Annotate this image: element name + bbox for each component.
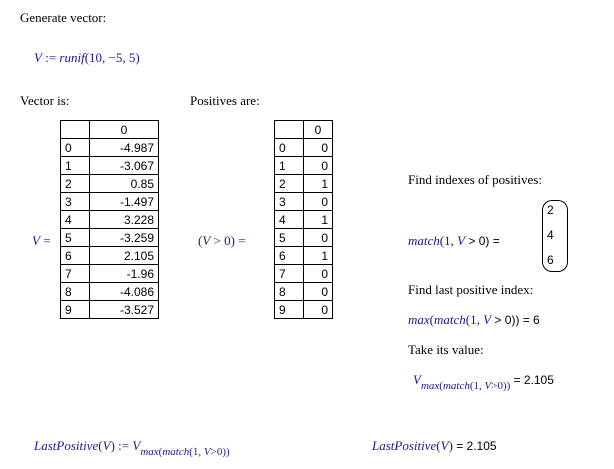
match-expression[interactable]: match(1, V > 0) = xyxy=(408,233,500,248)
matrix-row-index: 9 xyxy=(61,301,90,319)
matrix-column-header: 0 xyxy=(90,121,159,139)
matrix-cell-value[interactable]: 1 xyxy=(304,247,333,265)
matrix-row-index: 1 xyxy=(61,157,90,175)
matrix-cell-value[interactable]: 3.228 xyxy=(90,211,159,229)
matrix-corner xyxy=(275,121,304,139)
matrix-row-index: 6 xyxy=(275,247,304,265)
matrix-row-index: 9 xyxy=(275,301,304,319)
matrix-cell-value[interactable]: 1 xyxy=(304,175,333,193)
match-result-1: 4 xyxy=(547,228,554,242)
matrix-cell-value[interactable]: 2.105 xyxy=(90,247,159,265)
matrix-cell-value[interactable]: 0 xyxy=(304,301,333,319)
matrix-row-index: 5 xyxy=(61,229,90,247)
matrix-row xyxy=(61,247,159,265)
matrix-header-row xyxy=(275,121,333,139)
matrix-row-index: 2 xyxy=(61,175,90,193)
vector-matrix-prefix: V = xyxy=(32,233,51,248)
matrix-corner xyxy=(61,121,90,139)
matrix-cell-value[interactable]: -3.527 xyxy=(90,301,159,319)
matrix-row-index: 0 xyxy=(275,139,304,157)
matrix-row xyxy=(275,193,333,211)
matrix-cell-value[interactable]: -3.259 xyxy=(90,229,159,247)
matrix-row xyxy=(275,157,333,175)
label-generate-vector: Generate vector: xyxy=(20,10,107,25)
matrix-row xyxy=(275,175,333,193)
matrix-row xyxy=(275,229,333,247)
matrix-row xyxy=(61,157,159,175)
matrix-row xyxy=(61,301,159,319)
matrix-row xyxy=(275,247,333,265)
value-result: 2.105 xyxy=(523,373,554,387)
var-v: V xyxy=(34,50,42,65)
matrix-cell-value[interactable]: 0 xyxy=(304,193,333,211)
matrix-cell-value[interactable]: -4.086 xyxy=(90,283,159,301)
matrix-row xyxy=(61,193,159,211)
matrix-row-index: 7 xyxy=(275,265,304,283)
lastpositive-definition[interactable]: LastPositive(V) := $V_{max(match(1, V>0))}$ xyxy=(34,438,230,458)
matrix-cell-value[interactable]: 0 xyxy=(304,139,333,157)
lastpositive-result: 2.105 xyxy=(466,439,497,453)
value-expression[interactable]: $V_{max(match(1, V>0))} = 2.105$ xyxy=(413,372,554,392)
matrix-column-header: 0 xyxy=(304,121,333,139)
matrix-cell-value[interactable]: -1.497 xyxy=(90,193,159,211)
positives-matrix[interactable] xyxy=(274,120,333,319)
matrix-cell-value[interactable]: 0 xyxy=(304,265,333,283)
matrix-row xyxy=(275,301,333,319)
matrix-row xyxy=(61,175,159,193)
matrix-cell-value[interactable]: 1 xyxy=(304,211,333,229)
max-result: 6 xyxy=(533,313,540,327)
fn-runif: runif xyxy=(59,50,85,65)
matrix-row-index: 3 xyxy=(61,193,90,211)
matrix-row-index: 7 xyxy=(61,265,90,283)
matrix-row-index: 5 xyxy=(275,229,304,247)
label-take-value: Take its value: xyxy=(408,342,484,357)
matrix-cell-value[interactable]: 0 xyxy=(304,229,333,247)
matrix-row xyxy=(275,211,333,229)
matrix-row xyxy=(61,265,159,283)
matrix-cell-value[interactable]: -3.067 xyxy=(90,157,159,175)
positives-matrix-prefix: (V > 0) = xyxy=(198,233,246,248)
vector-matrix[interactable] xyxy=(60,120,159,319)
matrix-row-index: 8 xyxy=(275,283,304,301)
matrix-cell-value[interactable]: 0.85 xyxy=(90,175,159,193)
matrix-cell-value[interactable]: -4.987 xyxy=(90,139,159,157)
max-expression[interactable]: max(match(1, V > 0)) = 6 xyxy=(408,312,540,327)
matrix-row xyxy=(275,139,333,157)
matrix-row xyxy=(61,229,159,247)
definition-expression[interactable]: V := runif(10, −5, 5) xyxy=(34,50,140,65)
matrix-row-index: 0 xyxy=(61,139,90,157)
matrix-row xyxy=(61,211,159,229)
matrix-row xyxy=(275,283,333,301)
matrix-row-index: 3 xyxy=(275,193,304,211)
label-find-last: Find last positive index: xyxy=(408,282,534,297)
matrix-row-index: 8 xyxy=(61,283,90,301)
matrix-cell-value[interactable]: -1.96 xyxy=(90,265,159,283)
match-result-2: 6 xyxy=(547,253,554,267)
matrix-row-index: 2 xyxy=(275,175,304,193)
matrix-row-index: 4 xyxy=(275,211,304,229)
label-positives-are: Positives are: xyxy=(190,93,260,108)
result-right-paren xyxy=(555,200,568,272)
matrix-cell-value[interactable]: 0 xyxy=(304,157,333,175)
matrix-header-row xyxy=(61,121,159,139)
matrix-row-index: 4 xyxy=(61,211,90,229)
match-result-0: 2 xyxy=(547,203,554,217)
matrix-row xyxy=(61,283,159,301)
matrix-row-index: 1 xyxy=(275,157,304,175)
lastpositive-evaluation[interactable]: LastPositive(V) = 2.105 xyxy=(372,438,497,453)
matrix-row xyxy=(61,139,159,157)
matrix-cell-value[interactable]: 0 xyxy=(304,283,333,301)
matrix-row-index: 6 xyxy=(61,247,90,265)
label-vector-is: Vector is: xyxy=(20,93,70,108)
matrix-row xyxy=(275,265,333,283)
label-find-indexes: Find indexes of positives: xyxy=(408,172,542,187)
